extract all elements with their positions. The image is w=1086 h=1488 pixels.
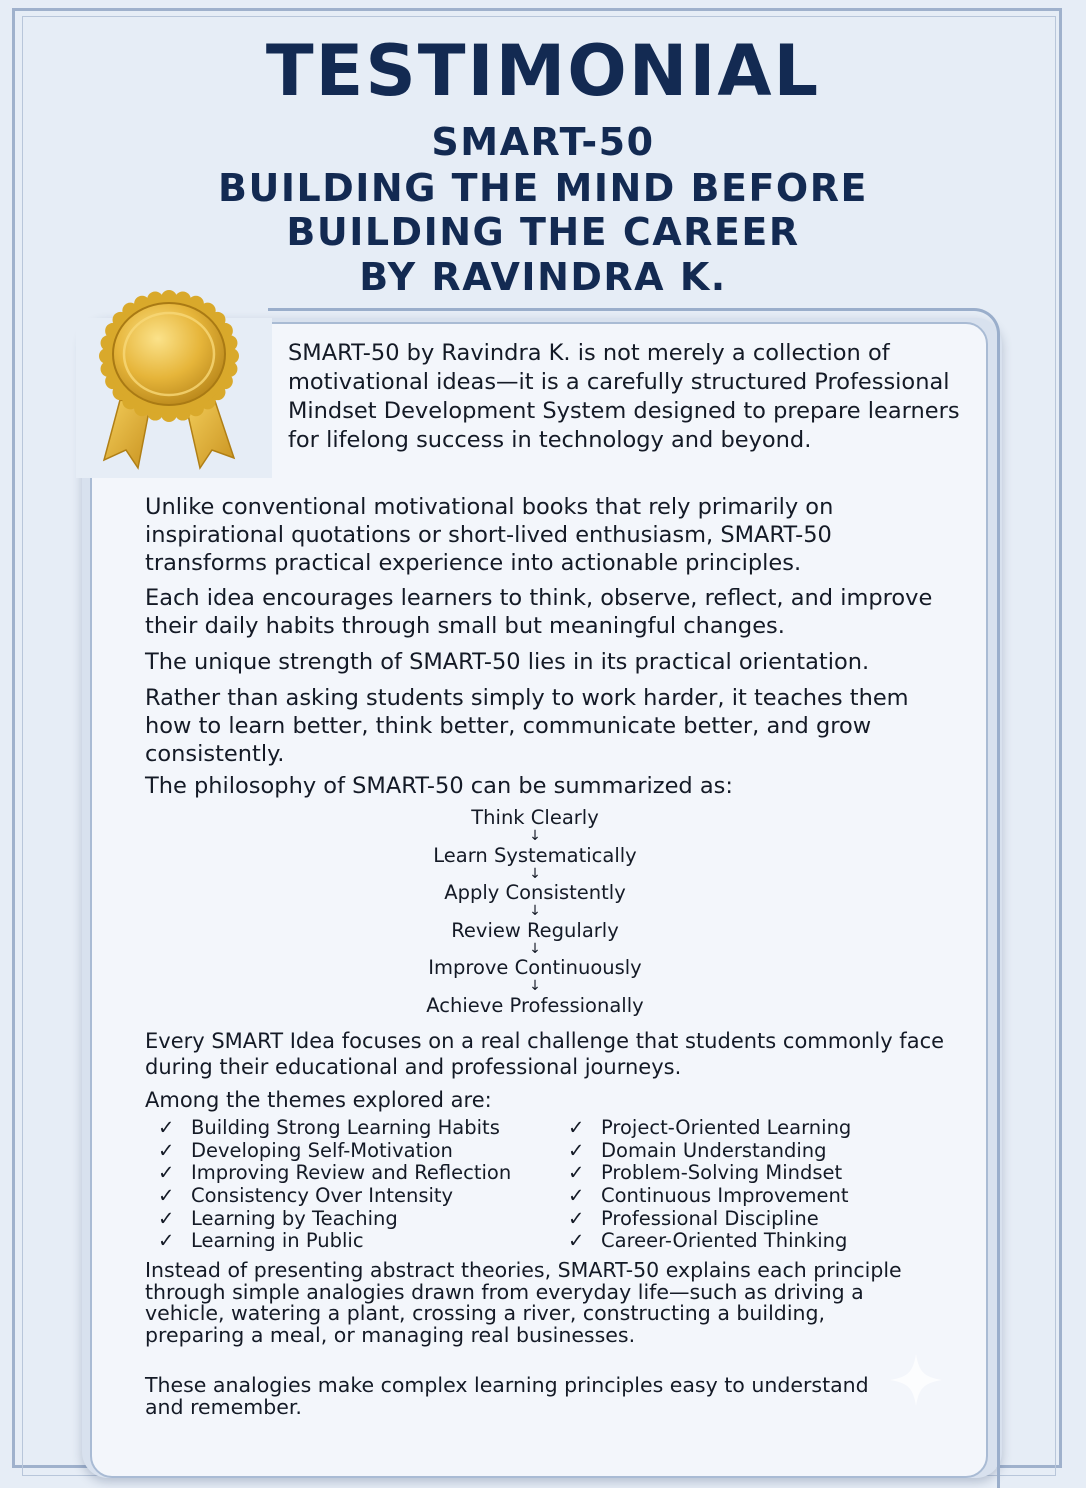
check-icon: ✓: [568, 1229, 585, 1253]
down-arrow-icon: ↓: [529, 978, 541, 994]
list-item: [158, 1117, 538, 1140]
page-title: TESTIMONIAL: [265, 30, 821, 112]
subtitle-line-1: SMART-50: [431, 120, 655, 164]
down-arrow-icon: ↓: [529, 828, 541, 844]
themes-column-right: [568, 1117, 948, 1253]
list-item: [158, 1162, 538, 1185]
flow-step: Think Clearly: [471, 806, 599, 829]
check-icon: ✓: [568, 1138, 585, 1162]
flow-step: Review Regularly: [451, 918, 619, 942]
down-arrow-icon: ↓: [529, 903, 541, 919]
check-icon: ✓: [158, 1116, 175, 1139]
down-arrow-icon: ↓: [529, 940, 541, 957]
check-icon: ✓: [568, 1206, 585, 1230]
theme-label: Career-Oriented Thinking: [601, 1229, 848, 1253]
flow-step: Improve Continuously: [428, 956, 642, 979]
paragraph-challenges: Every SMART Idea focuses on a real challenge that students commonly face during their educational and professional journeys.: [145, 1029, 945, 1079]
paragraph-1: Unlike conventional motivational books that rely primarily on inspirational quotations or short-lived enthusiasm, SMART-50 transforms practical experience into actionable principles.: [145, 494, 834, 576]
list-item: [158, 1140, 538, 1163]
themes-intro: Among the themes explored are:: [145, 1088, 492, 1112]
themes-column-left: [158, 1117, 538, 1253]
philosophy-intro: The philosophy of SMART-50 can be summarized as:: [145, 773, 733, 799]
list-item: [568, 1185, 948, 1208]
list-item: [158, 1230, 538, 1253]
check-icon: ✓: [158, 1184, 175, 1208]
check-icon: ✓: [568, 1161, 585, 1185]
theme-label: Project-Oriented Learning: [601, 1116, 852, 1139]
list-item: [158, 1185, 538, 1208]
theme-label: Consistency Over Intensity: [191, 1184, 454, 1208]
theme-label: Developing Self-Motivation: [191, 1138, 453, 1162]
theme-label: Learning by Teaching: [191, 1206, 398, 1230]
subtitle-line-2: BUILDING THE MIND BEFORE: [218, 166, 868, 210]
check-icon: ✓: [568, 1116, 585, 1139]
paragraph-4: Rather than asking students simply to work harder, it teaches them how to learn better, think better, communicate better, and grow consistently.: [145, 685, 909, 767]
list-item: [568, 1117, 948, 1140]
check-icon: ✓: [158, 1161, 175, 1185]
check-icon: ✓: [158, 1138, 175, 1162]
check-icon: ✓: [158, 1206, 175, 1230]
down-arrow-icon: ↓: [529, 865, 541, 882]
list-item: [568, 1230, 948, 1253]
theme-label: Improving Review and Reflection: [191, 1161, 512, 1185]
list-item: [568, 1162, 948, 1185]
intro-paragraph: SMART-50 by Ravindra K. is not merely a collection of motivational ideas—it is a carefully structured Professional Mindset Development System designed to prepare learners for lifelong success in technology and beyond.: [288, 340, 960, 453]
theme-label: Professional Discipline: [601, 1206, 819, 1230]
flow-step: Achieve Professionally: [426, 993, 644, 1017]
theme-label: Learning in Public: [191, 1229, 364, 1253]
philosophy-flow: [335, 806, 735, 1018]
check-icon: ✓: [158, 1229, 175, 1253]
theme-label: Continuous Improvement: [601, 1184, 849, 1208]
paragraph-closing: These analogies make complex learning principles easy to understand and remember.: [145, 1373, 869, 1419]
sparkle-icon: [888, 1352, 944, 1408]
flow-step: Apply Consistently: [444, 881, 626, 904]
author-line: BY RAVINDRA K.: [359, 255, 727, 299]
theme-label: Problem-Solving Mindset: [601, 1161, 843, 1185]
flow-step: Learn Systematically: [433, 843, 637, 867]
list-item: [568, 1208, 948, 1231]
theme-label: Building Strong Learning Habits: [191, 1116, 500, 1139]
award-ribbon-icon: [86, 290, 252, 476]
check-icon: ✓: [568, 1184, 585, 1208]
paragraph-analogies: Instead of presenting abstract theories, SMART-50 explains each principle through simple analogies drawn from everyday life—such as driving a vehicle, watering a plant, crossing a river, constructing a building, preparing a meal, or managing real businesses.: [145, 1258, 902, 1348]
paragraph-2: Each idea encourages learners to think, observe, reflect, and improve their daily habits through small but meaningful changes.: [145, 585, 933, 639]
list-item: [158, 1208, 538, 1231]
theme-label: Domain Understanding: [601, 1138, 827, 1162]
list-item: [568, 1140, 948, 1163]
paragraph-3: The unique strength of SMART-50 lies in its practical orientation.: [145, 649, 870, 675]
subtitle-line-3: BUILDING THE CAREER: [286, 210, 800, 254]
